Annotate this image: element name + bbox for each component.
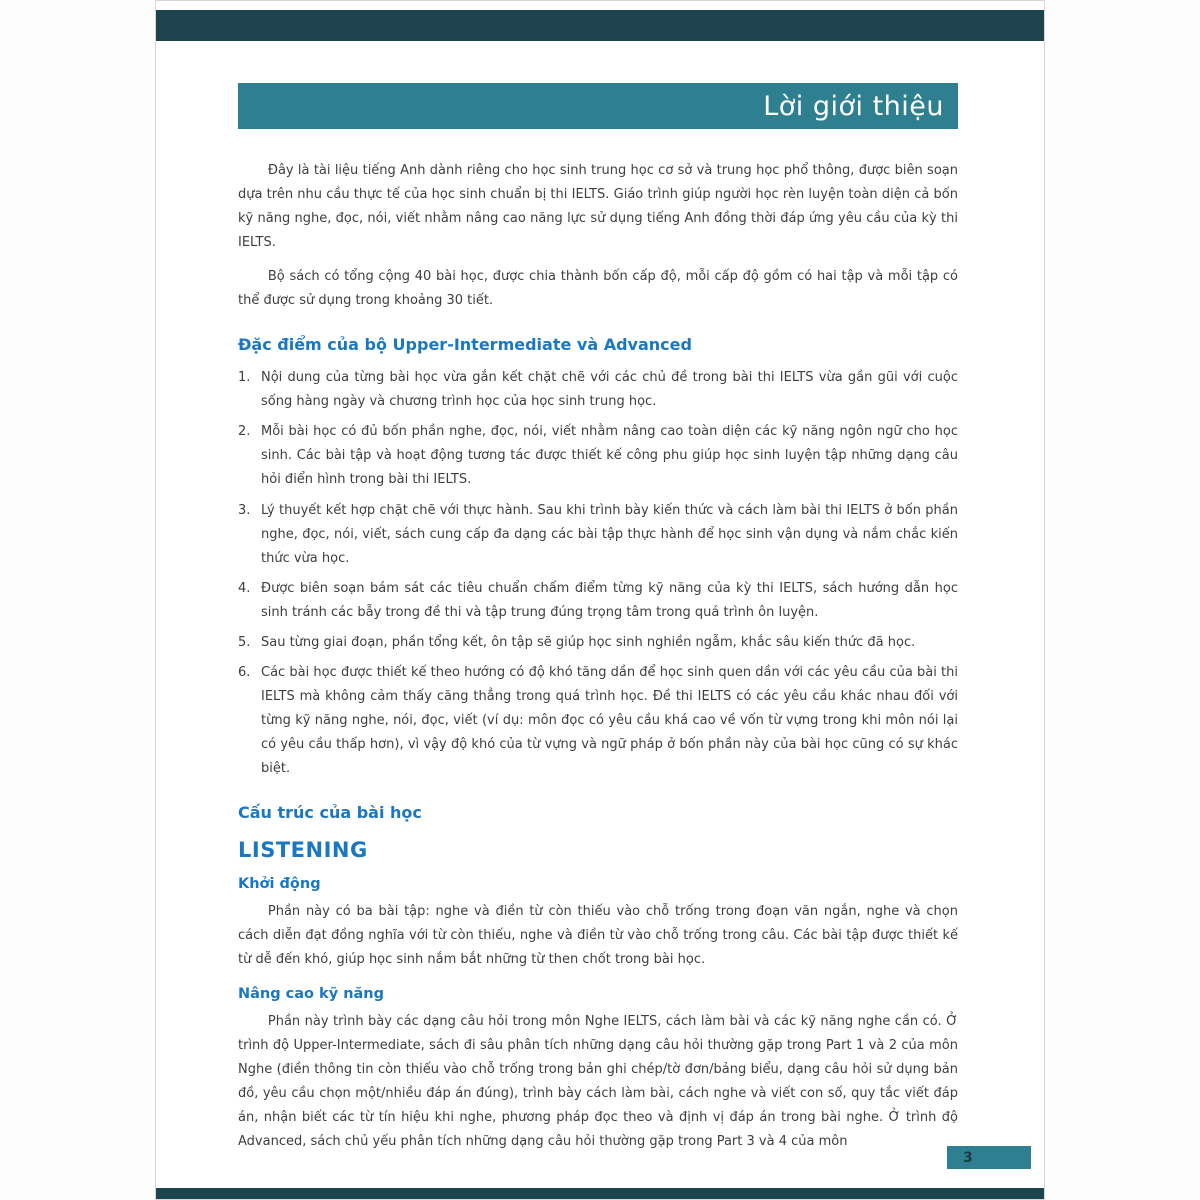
- feature-number: 2.: [238, 424, 251, 440]
- listening-section-title: LISTENING: [238, 838, 368, 863]
- book-page: [155, 0, 1045, 1200]
- feature-text: Lý thuyết kết hợp chặt chẽ với thực hành. Sau khi trình bày kiến thức và cách làm bài thi IELTS ở bốn phần nghe, đọc, nói, viết, sách cung cấp đa dạng các bài tập thực hành để học sinh vận dụng và nắm chắc kiến thức vừa học.: [261, 502, 958, 566]
- intro-paragraph-1: Đây là tài liệu tiếng Anh dành riêng cho học sinh trung học cơ sở và trung học phổ thông, được biên soạn dựa trên nhu cầu thực tế của học sinh chuẩn bị thi IELTS. Giáo trình giúp người học rèn luyện toàn diện cả bốn kỹ năng nghe, đọc, nói, viết nhằm nâng cao năng lực sử dụng tiếng Anh đồng thời đáp ứng yêu cầu của kỳ thi IELTS.: [238, 163, 958, 251]
- warmup-heading: Khởi động: [238, 876, 321, 893]
- features-list: [238, 366, 958, 781]
- feature-number: 3.: [238, 502, 251, 518]
- feature-text: Các bài học được thiết kế theo hướng có độ khó tăng dần để học sinh quen dần với các yêu cầu của bài thi IELTS mà không cảm thấy căng thẳng trong quá trình học. Đề thi IELTS có các yêu cầu khác nhau đối với từng kỹ năng nghe, nói, đọc, viết (ví dụ: môn đọc có yêu cầu khá cao về vốn từ vựng trong khi môn nói lại có yêu cầu thấp hơn), vì vậy độ khó của từ vựng và ngữ pháp ở bốn phần này của bài học cũng có sự khác biệt.: [261, 664, 958, 776]
- warmup-paragraph: Phần này có ba bài tập: nghe và điền từ còn thiếu vào chỗ trống trong đoạn văn ngắn, nghe và chọn cách diễn đạt đồng nghĩa với từ còn thiếu, nghe và điền từ vào chỗ trống trong câu. Các bài tập được thiết kế từ dễ đến khó, giúp học sinh nắm bắt những từ then chốt trong bài học.: [238, 904, 958, 968]
- page-number: 3: [963, 1149, 973, 1166]
- page-top-bar: [156, 10, 1044, 41]
- feature-item-6: [238, 661, 958, 781]
- feature-text: Mỗi bài học có đủ bốn phần nghe, đọc, nói, viết nhằm nâng cao toàn diện các kỹ năng ngôn ngữ cho học sinh. Các bài tập và hoạt động tương tác được thiết kế công phu giúp học sinh luyện tập những dạng câu hỏi điển hình trong bài thi IELTS.: [261, 424, 958, 488]
- skills-heading: Nâng cao kỹ năng: [238, 986, 385, 1003]
- feature-number: 5.: [238, 634, 251, 650]
- structure-heading: Cấu trúc của bài học: [238, 803, 422, 823]
- feature-item-1: [238, 366, 958, 414]
- page-content: [156, 1, 1044, 1154]
- features-heading: Đặc điểm của bộ Upper-Intermediate và Advanced: [238, 335, 692, 355]
- feature-text: Sau từng giai đoạn, phần tổng kết, ôn tập sẽ giúp học sinh nghiền ngẫm, khắc sâu kiến thức đã học.: [261, 634, 916, 650]
- chapter-title: Lời giới thiệu: [763, 90, 944, 122]
- feature-item-3: [238, 499, 958, 571]
- feature-item-5: [238, 631, 958, 655]
- feature-text: Nội dung của từng bài học vừa gắn kết chặt chẽ với các chủ đề trong bài thi IELTS vừa gần gũi với cuộc sống hàng ngày và chương trình học của học sinh trung học.: [261, 370, 958, 410]
- feature-text: Được biên soạn bám sát các tiêu chuẩn chấm điểm từng kỹ năng của kỳ thi IELTS, sách hướng dẫn học sinh tránh các bẫy trong đề thi và tập trung đúng trọng tâm trong quá trình ôn luyện.: [261, 580, 958, 620]
- page-number-tab: [947, 1146, 1031, 1169]
- feature-item-2: [238, 420, 958, 492]
- feature-number: 1.: [238, 370, 251, 386]
- intro-paragraph-2: Bộ sách có tổng cộng 40 bài học, được chia thành bốn cấp độ, mỗi cấp độ gồm có hai tập và mỗi tập có thể được sử dụng trong khoảng 30 tiết.: [238, 269, 958, 309]
- feature-number: 4.: [238, 580, 251, 596]
- feature-number: 6.: [238, 664, 251, 680]
- skills-paragraph: Phần này trình bày các dạng câu hỏi trong môn Nghe IELTS, cách làm bài và các kỹ năng nghe cần có. Ở trình độ Upper-Intermediate, sách đi sâu phân tích những dạng câu hỏi thường gặp trong Part 1 và 2 của môn Nghe (điền thông tin còn thiếu vào chỗ trống trong bản ghi chép/tờ đơn/bảng biểu, dạng câu hỏi sử dụng bản đồ, yêu cầu chọn một/nhiều đáp án đúng), trình bày cách làm bài, cách nghe và viết con số, quy tắc viết đáp án, nhận biết các từ tín hiệu khi nghe, phương pháp đọc theo và định vị đáp án trong bài nghe. Ở trình độ Advanced, sách chủ yếu phân tích những dạng câu hỏi thường gặp trong Part 3 và 4 của môn: [238, 1014, 958, 1150]
- page-bottom-strip: [156, 1188, 1044, 1199]
- chapter-banner: [238, 83, 958, 129]
- feature-item-4: [238, 577, 958, 625]
